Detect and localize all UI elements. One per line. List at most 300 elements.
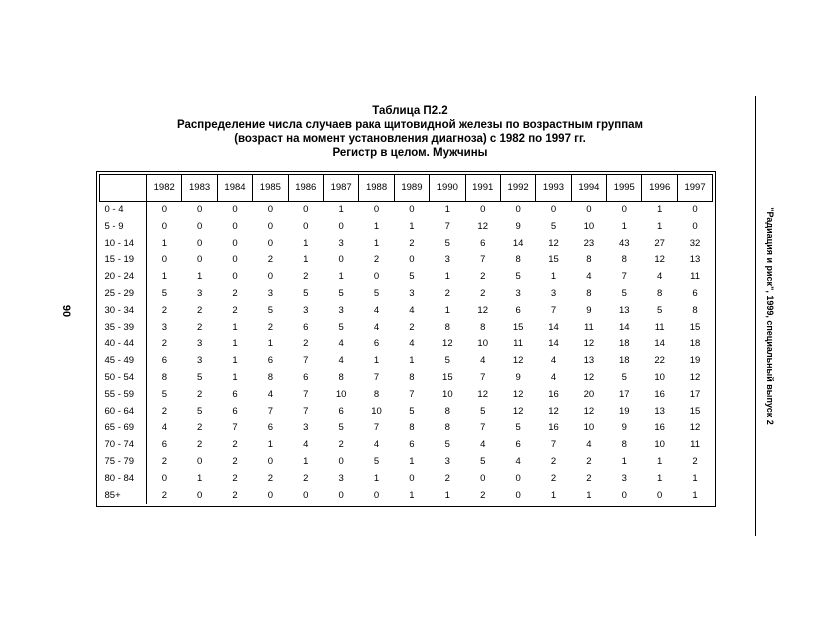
table-title-block <box>100 104 720 160</box>
case-count-cell: 0 <box>196 220 203 232</box>
table-caption: Распределение числа случаев рака щитовидной железы по возрастным группам <box>176 119 644 131</box>
case-count-cell: 0 <box>692 220 698 232</box>
table-row <box>100 437 713 454</box>
case-count-cell: 10 <box>442 388 453 400</box>
case-count-cell: 3 <box>515 287 521 299</box>
case-count-cell: 1 <box>657 204 663 215</box>
case-count-cell: 1 <box>303 254 309 266</box>
case-count-cell: 9 <box>586 304 592 316</box>
case-count-cell: 7 <box>373 371 380 383</box>
case-count-cell: 9 <box>515 371 521 383</box>
case-count-cell: 1 <box>621 455 627 467</box>
case-count-cell: 32 <box>689 237 701 249</box>
case-count-cell: 1 <box>161 237 168 249</box>
case-count-cell: 15 <box>512 321 524 333</box>
case-count-cell: 7 <box>480 254 486 266</box>
case-count-cell: 11 <box>690 439 700 451</box>
case-count-cell: 3 <box>303 304 309 316</box>
column-header-year: 1997 <box>677 175 712 202</box>
data-table-frame <box>96 171 716 507</box>
table-body <box>100 202 713 505</box>
case-count-cell: 3 <box>196 338 203 350</box>
case-count-cell: 12 <box>689 422 701 434</box>
column-header-year: 1983 <box>182 175 217 202</box>
case-count-cell: 14 <box>618 321 630 333</box>
case-count-cell: 11 <box>690 271 700 283</box>
case-count-cell: 7 <box>303 405 309 417</box>
case-count-cell: 6 <box>373 338 380 350</box>
case-count-cell: 12 <box>442 338 453 350</box>
age-group-cell: 55 - 59 <box>100 387 147 404</box>
table-row <box>100 336 713 353</box>
case-count-cell: 13 <box>583 355 595 367</box>
case-count-cell: 9 <box>621 422 627 434</box>
case-count-cell: 1 <box>232 355 238 367</box>
case-count-cell: 1 <box>161 271 168 283</box>
case-count-cell: 43 <box>618 237 630 249</box>
case-count-cell: 6 <box>515 439 521 451</box>
case-count-cell: 14 <box>512 237 524 249</box>
case-count-cell: 1 <box>232 338 238 350</box>
case-count-cell: 5 <box>480 405 486 417</box>
case-count-cell: 4 <box>373 321 380 333</box>
case-count-cell: 19 <box>689 355 701 367</box>
column-header-year: 1984 <box>217 175 252 202</box>
case-count-cell: 14 <box>654 338 665 350</box>
age-group-cell: 80 - 84 <box>100 471 147 488</box>
table-row <box>100 286 713 303</box>
age-group-cell: 40 - 44 <box>100 336 147 353</box>
case-count-cell: 15 <box>548 254 559 266</box>
case-count-cell: 23 <box>583 237 595 249</box>
case-count-cell: 8 <box>373 388 380 400</box>
case-count-cell: 12 <box>583 371 595 383</box>
case-count-cell: 5 <box>373 287 380 299</box>
case-count-cell: 1 <box>657 472 663 484</box>
case-count-cell: 7 <box>373 422 380 434</box>
case-count-cell: 16 <box>654 422 665 434</box>
case-count-cell: 2 <box>267 321 274 333</box>
case-count-cell: 8 <box>338 371 344 383</box>
case-count-cell: 4 <box>373 304 380 316</box>
case-count-cell: 0 <box>338 489 344 501</box>
table-row <box>100 370 713 387</box>
case-count-cell: 1 <box>409 220 415 232</box>
age-group-cell: 5 - 9 <box>100 219 147 236</box>
case-count-cell: 4 <box>586 439 592 451</box>
case-count-cell: 2 <box>161 405 168 417</box>
case-count-cell: 12 <box>477 220 488 232</box>
case-count-cell: 5 <box>196 371 203 383</box>
case-count-cell: 0 <box>267 455 274 467</box>
case-count-cell: 2 <box>409 321 415 333</box>
age-group-cell: 30 - 34 <box>100 303 147 320</box>
case-count-cell: 12 <box>583 338 595 350</box>
column-header-year: 1988 <box>359 175 394 202</box>
case-count-cell: 2 <box>303 338 309 350</box>
case-count-cell: 0 <box>373 204 380 215</box>
case-count-cell: 4 <box>373 439 380 451</box>
case-count-cell: 22 <box>654 355 665 367</box>
case-count-cell: 4 <box>338 355 344 367</box>
case-count-cell: 12 <box>512 388 524 400</box>
case-count-cell: 10 <box>335 388 347 400</box>
case-count-cell: 2 <box>161 489 168 501</box>
case-count-cell: 10 <box>654 371 665 383</box>
case-count-cell: 0 <box>267 237 274 249</box>
age-group-cell: 0 - 4 <box>100 202 147 219</box>
case-count-cell: 0 <box>550 204 557 215</box>
case-count-cell: 7 <box>232 422 238 434</box>
age-group-cell: 20 - 24 <box>100 269 147 286</box>
case-count-cell: 0 <box>196 254 203 266</box>
case-count-cell: 5 <box>444 355 450 367</box>
case-count-cell: 5 <box>409 271 415 283</box>
column-header-year: 1991 <box>465 175 500 202</box>
case-count-cell: 1 <box>444 489 450 501</box>
case-count-cell: 2 <box>586 472 592 484</box>
case-count-cell: 11 <box>583 321 594 333</box>
case-count-cell: 8 <box>444 321 450 333</box>
case-count-cell: 8 <box>621 439 627 451</box>
case-count-cell: 6 <box>232 405 238 417</box>
case-count-cell: 11 <box>513 338 524 350</box>
case-count-cell: 3 <box>267 287 274 299</box>
case-count-cell: 0 <box>267 271 274 283</box>
case-count-cell: 5 <box>303 287 309 299</box>
case-count-cell: 0 <box>267 220 274 232</box>
case-count-cell: 5 <box>196 405 203 417</box>
case-count-cell: 15 <box>689 321 701 333</box>
age-group-cell: 70 - 74 <box>100 437 147 454</box>
case-count-cell: 1 <box>303 455 309 467</box>
case-count-cell: 8 <box>409 422 415 434</box>
case-count-cell: 5 <box>480 455 486 467</box>
case-count-cell: 1 <box>444 204 450 215</box>
case-count-cell: 8 <box>161 371 168 383</box>
case-count-cell: 2 <box>196 321 203 333</box>
case-count-cell: 6 <box>409 439 415 451</box>
case-count-cell: 6 <box>161 355 168 367</box>
column-header-year: 1995 <box>607 175 642 202</box>
case-count-cell: 2 <box>161 338 168 350</box>
case-count-cell: 4 <box>480 355 486 367</box>
column-header-year: 1994 <box>571 175 606 202</box>
case-count-cell: 1 <box>621 220 627 232</box>
case-count-cell: 0 <box>303 489 309 501</box>
column-header-year: 1989 <box>394 175 429 202</box>
case-count-cell: 7 <box>480 371 486 383</box>
table-number: Таблица П2.2 <box>372 105 448 117</box>
table-caption-subtitle: (возраст на момент установления диагноза) с 1982 по 1997 гг. <box>234 133 586 145</box>
case-count-cell: 5 <box>267 304 274 316</box>
table-corner-cell <box>100 175 147 202</box>
case-count-cell: 0 <box>303 220 309 232</box>
table-row <box>100 404 713 421</box>
case-count-cell: 7 <box>550 304 557 316</box>
age-group-cell: 65 - 69 <box>100 420 147 437</box>
case-count-cell: 0 <box>515 489 521 501</box>
case-count-cell: 1 <box>657 455 663 467</box>
case-count-cell: 7 <box>621 271 627 283</box>
case-count-cell: 12 <box>512 355 524 367</box>
case-count-cell: 2 <box>196 422 203 434</box>
case-count-cell: 8 <box>621 254 627 266</box>
age-group-cell: 25 - 29 <box>100 286 147 303</box>
case-count-cell: 6 <box>232 388 238 400</box>
case-count-cell: 8 <box>657 287 663 299</box>
case-count-cell: 5 <box>550 220 557 232</box>
journal-running-header <box>762 96 778 536</box>
case-count-cell: 27 <box>654 237 665 249</box>
case-count-cell: 6 <box>338 405 344 417</box>
case-count-cell: 1 <box>550 489 557 501</box>
case-count-cell: 2 <box>232 287 238 299</box>
column-header-year: 1993 <box>536 175 571 202</box>
case-count-cell: 0 <box>586 204 592 215</box>
case-count-cell: 4 <box>550 355 557 367</box>
case-count-cell: 1 <box>232 371 238 383</box>
case-count-cell: 8 <box>586 287 592 299</box>
table-registry-label: Регистр в целом. Мужчины <box>332 147 488 159</box>
case-count-cell: 1 <box>444 271 450 283</box>
case-count-cell: 5 <box>338 422 344 434</box>
case-count-cell: 16 <box>548 388 559 400</box>
case-count-cell: 3 <box>409 287 415 299</box>
case-count-cell: 17 <box>618 388 630 400</box>
case-count-cell: 1 <box>373 220 380 232</box>
case-count-cell: 8 <box>267 371 274 383</box>
case-count-cell: 3 <box>303 422 309 434</box>
case-count-cell: 1 <box>409 455 415 467</box>
case-count-cell: 1 <box>196 271 203 283</box>
case-count-cell: 3 <box>444 254 450 266</box>
case-count-cell: 1 <box>444 304 450 316</box>
case-count-cell: 2 <box>196 388 203 400</box>
case-count-cell: 2 <box>232 304 238 316</box>
case-count-cell: 4 <box>515 455 521 467</box>
column-header-year: 1986 <box>288 175 323 202</box>
case-count-cell: 0 <box>232 254 238 266</box>
case-count-cell: 0 <box>409 472 415 484</box>
case-count-cell: 5 <box>338 287 344 299</box>
case-count-cell: 2 <box>232 439 238 451</box>
case-count-cell: 0 <box>196 204 203 215</box>
case-count-cell: 2 <box>303 472 309 484</box>
case-count-cell: 0 <box>196 455 203 467</box>
case-count-cell: 1 <box>409 355 415 367</box>
table-row <box>100 420 713 437</box>
case-count-cell: 0 <box>338 220 344 232</box>
case-count-cell: 3 <box>444 455 450 467</box>
case-count-cell: 6 <box>692 287 698 299</box>
table-row <box>100 387 713 404</box>
case-count-cell: 15 <box>442 371 453 383</box>
case-count-cell: 1 <box>373 472 380 484</box>
case-count-cell: 3 <box>161 321 168 333</box>
case-count-cell: 16 <box>654 388 665 400</box>
case-count-cell: 0 <box>515 472 521 484</box>
case-count-cell: 4 <box>586 271 592 283</box>
case-count-cell: 5 <box>444 237 450 249</box>
case-count-cell: 0 <box>161 204 168 215</box>
case-count-cell: 0 <box>692 204 698 215</box>
case-count-cell: 12 <box>689 371 701 383</box>
case-count-cell: 13 <box>654 405 665 417</box>
case-count-cell: 4 <box>550 371 557 383</box>
case-count-cell: 15 <box>689 405 701 417</box>
case-count-cell: 8 <box>444 405 450 417</box>
age-group-cell: 45 - 49 <box>100 353 147 370</box>
case-count-cell: 2 <box>444 287 450 299</box>
case-count-cell: 0 <box>621 204 627 215</box>
case-count-cell: 6 <box>267 422 274 434</box>
case-count-cell: 3 <box>338 304 344 316</box>
case-count-cell: 7 <box>303 388 309 400</box>
case-count-cell: 10 <box>583 422 595 434</box>
case-count-cell: 0 <box>657 489 663 501</box>
case-count-cell: 2 <box>444 472 450 484</box>
case-count-cell: 3 <box>196 355 203 367</box>
case-count-cell: 2 <box>550 472 557 484</box>
case-count-cell: 6 <box>303 371 309 383</box>
case-count-cell: 5 <box>161 287 168 299</box>
case-count-cell: 14 <box>548 338 559 350</box>
case-count-cell: 4 <box>409 304 415 316</box>
case-count-cell: 2 <box>196 304 203 316</box>
case-count-cell: 7 <box>267 405 274 417</box>
case-count-cell: 1 <box>267 338 274 350</box>
case-count-cell: 10 <box>583 220 595 232</box>
case-count-cell: 10 <box>371 405 382 417</box>
case-count-cell: 5 <box>409 405 415 417</box>
case-count-cell: 2 <box>267 472 274 484</box>
case-count-cell: 1 <box>586 489 592 501</box>
case-count-cell: 0 <box>196 489 203 501</box>
column-header-year: 1990 <box>430 175 465 202</box>
case-count-cell: 10 <box>477 338 488 350</box>
side-rule <box>755 96 756 536</box>
case-count-cell: 12 <box>548 405 559 417</box>
case-count-cell: 6 <box>267 355 274 367</box>
data-table <box>99 174 713 504</box>
case-count-cell: 0 <box>515 204 521 215</box>
table-row <box>100 303 713 320</box>
case-count-cell: 2 <box>480 489 486 501</box>
case-count-cell: 4 <box>657 271 663 283</box>
case-count-cell: 0 <box>373 271 380 283</box>
case-count-cell: 3 <box>550 287 557 299</box>
case-count-cell: 0 <box>232 237 238 249</box>
case-count-cell: 12 <box>477 304 488 316</box>
case-count-cell: 0 <box>373 489 380 501</box>
case-count-cell: 7 <box>444 220 450 232</box>
table-header-row <box>100 175 713 202</box>
case-count-cell: 4 <box>267 388 274 400</box>
case-count-cell: 1 <box>373 237 380 249</box>
case-count-cell: 10 <box>654 439 665 451</box>
case-count-cell: 0 <box>409 254 415 266</box>
table-row <box>100 236 713 253</box>
case-count-cell: 6 <box>161 439 168 451</box>
case-count-cell: 12 <box>548 237 559 249</box>
case-count-cell: 6 <box>303 321 309 333</box>
case-count-cell: 4 <box>303 439 309 451</box>
case-count-cell: 0 <box>161 254 168 266</box>
age-group-cell: 50 - 54 <box>100 370 147 387</box>
case-count-cell: 2 <box>586 455 592 467</box>
table-row <box>100 252 713 269</box>
case-count-cell: 2 <box>480 271 486 283</box>
case-count-cell: 5 <box>621 287 627 299</box>
case-count-cell: 1 <box>232 321 238 333</box>
case-count-cell: 1 <box>409 489 415 501</box>
case-count-cell: 4 <box>409 338 415 350</box>
case-count-cell: 5 <box>338 321 344 333</box>
journal-running-header-text: "Радиация и риск", 1999, специальный выпуск 2 <box>765 207 775 425</box>
table-row <box>100 219 713 236</box>
case-count-cell: 7 <box>550 439 557 451</box>
age-group-cell: 85+ <box>100 488 147 505</box>
case-count-cell: 8 <box>480 321 486 333</box>
case-count-cell: 1 <box>692 472 698 484</box>
table-row <box>100 353 713 370</box>
case-count-cell: 2 <box>267 254 274 266</box>
case-count-cell: 1 <box>550 271 557 283</box>
case-count-cell: 0 <box>161 220 168 232</box>
page-number: 90 <box>60 304 72 318</box>
case-count-cell: 5 <box>657 304 663 316</box>
case-count-cell: 2 <box>373 254 380 266</box>
case-count-cell: 5 <box>161 388 168 400</box>
case-count-cell: 0 <box>232 271 238 283</box>
case-count-cell: 4 <box>480 439 486 451</box>
case-count-cell: 9 <box>515 220 521 232</box>
case-count-cell: 0 <box>338 455 344 467</box>
age-group-cell: 75 - 79 <box>100 454 147 471</box>
case-count-cell: 4 <box>338 338 344 350</box>
case-count-cell: 7 <box>303 355 309 367</box>
case-count-cell: 3 <box>621 472 627 484</box>
table-row <box>100 488 713 505</box>
case-count-cell: 2 <box>303 271 309 283</box>
case-count-cell: 14 <box>548 321 559 333</box>
column-header-year: 1996 <box>642 175 677 202</box>
case-count-cell: 8 <box>409 371 415 383</box>
case-count-cell: 11 <box>654 321 665 333</box>
case-count-cell: 2 <box>161 455 168 467</box>
case-count-cell: 0 <box>621 489 627 501</box>
table-row <box>100 269 713 286</box>
case-count-cell: 18 <box>618 355 630 367</box>
case-count-cell: 0 <box>232 220 238 232</box>
case-count-cell: 0 <box>267 489 274 501</box>
age-group-cell: 10 - 14 <box>100 236 147 253</box>
case-count-cell: 3 <box>338 237 344 249</box>
column-header-year: 1987 <box>323 175 358 202</box>
case-count-cell: 8 <box>586 254 592 266</box>
case-count-cell: 0 <box>480 204 486 215</box>
case-count-cell: 1 <box>303 237 309 249</box>
case-count-cell: 2 <box>232 472 238 484</box>
age-group-cell: 60 - 64 <box>100 404 147 421</box>
case-count-cell: 5 <box>515 271 521 283</box>
case-count-cell: 2 <box>232 455 238 467</box>
case-count-cell: 12 <box>583 405 595 417</box>
case-count-cell: 2 <box>338 439 344 451</box>
case-count-cell: 0 <box>161 472 168 484</box>
case-count-cell: 1 <box>692 489 698 501</box>
